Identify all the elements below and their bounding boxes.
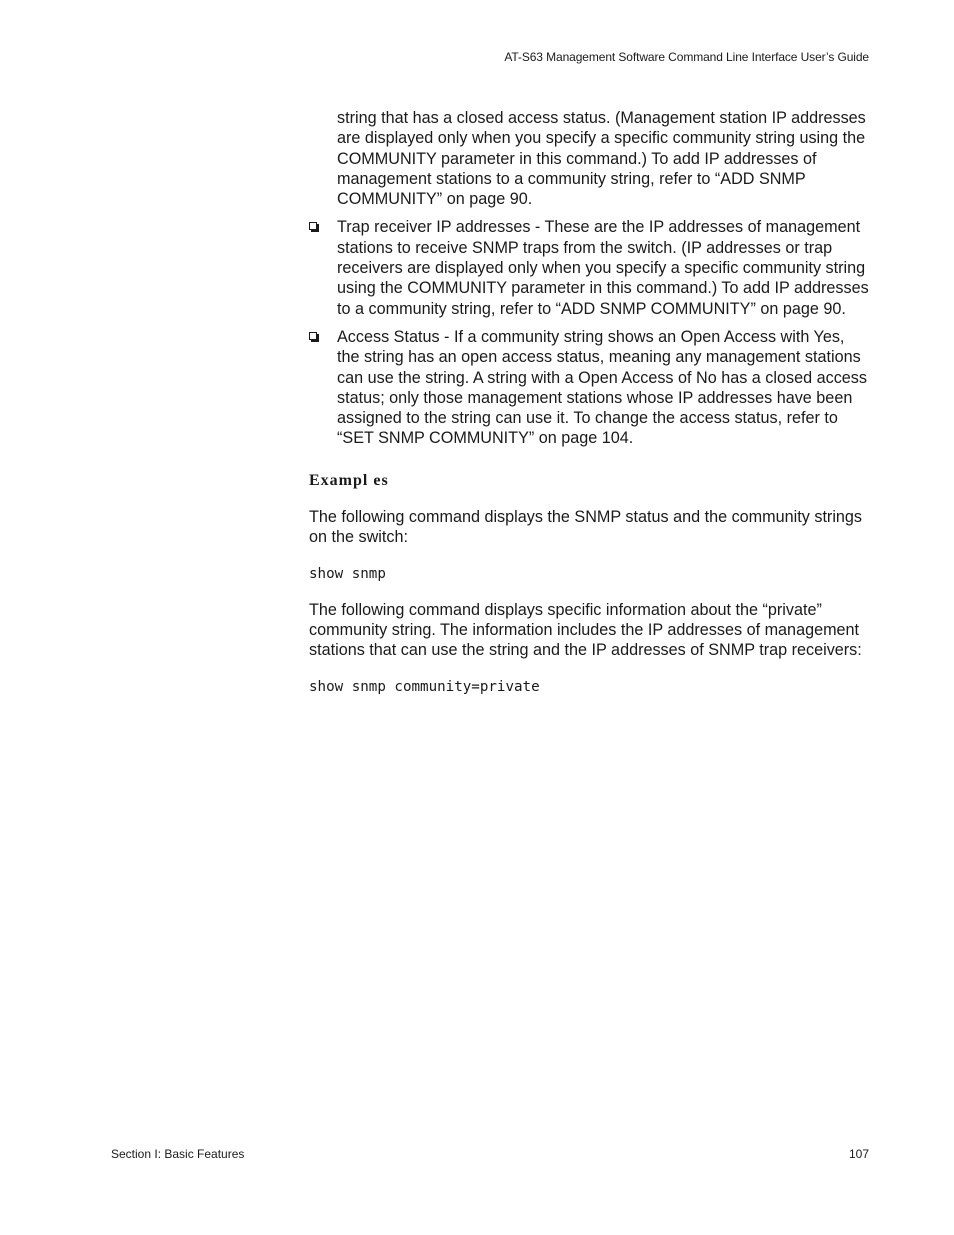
- example-description-2: The following command displays specific information about the “private” community string. The information includes the IP addresses of management stations that can use the string and the IP addresses of SNMP trap receivers:: [309, 600, 862, 660]
- list-item: [309, 217, 869, 318]
- checkbox-bullet-icon: [309, 222, 317, 230]
- examples-heading: Exampl es: [309, 471, 389, 489]
- list-item-text: Access Status - If a community string shows an Open Access with Yes, the string has an open access status, meaning any management stations can use the string. A string with a Open Access of No has a closed access status; only those management stations whose IP addresses have been assigned to the string can use it. To change the access status, refer to “SET SNMP COMMUNITY” on page 104.: [337, 327, 867, 448]
- page-number: 107: [848, 1147, 869, 1161]
- continued-paragraph: string that has a closed access status. (Management station IP addresses are displayed only when you specify a specific community string using the COMMUNITY parameter in this command.) To add IP addresses of management stations to a community string, refer to “ADD SNMP COMMUNITY” on page 90.: [337, 109, 866, 209]
- example-description-1: The following command displays the SNMP status and the community strings on the switch:: [309, 508, 863, 547]
- checkbox-bullet-icon: [309, 332, 317, 340]
- example-command-2: show snmp community=private: [309, 678, 540, 695]
- page-content: [309, 108, 869, 713]
- footer-section: Section I: Basic Features: [111, 1147, 245, 1161]
- list-item-text: Trap receiver IP addresses - These are the IP addresses of management stations to receive SNMP traps from the switch. (IP addresses or trap receivers are displayed only when you specify a specific community string using the COMMUNITY parameter in this command.) To add IP addresses to a community string, refer to “ADD SNMP COMMUNITY” on page 90.: [337, 218, 869, 318]
- running-header: AT-S63 Management Software Command Line Interface User’s Guide: [504, 50, 869, 64]
- list-item: [309, 327, 869, 449]
- example-command-1: show snmp: [309, 565, 386, 582]
